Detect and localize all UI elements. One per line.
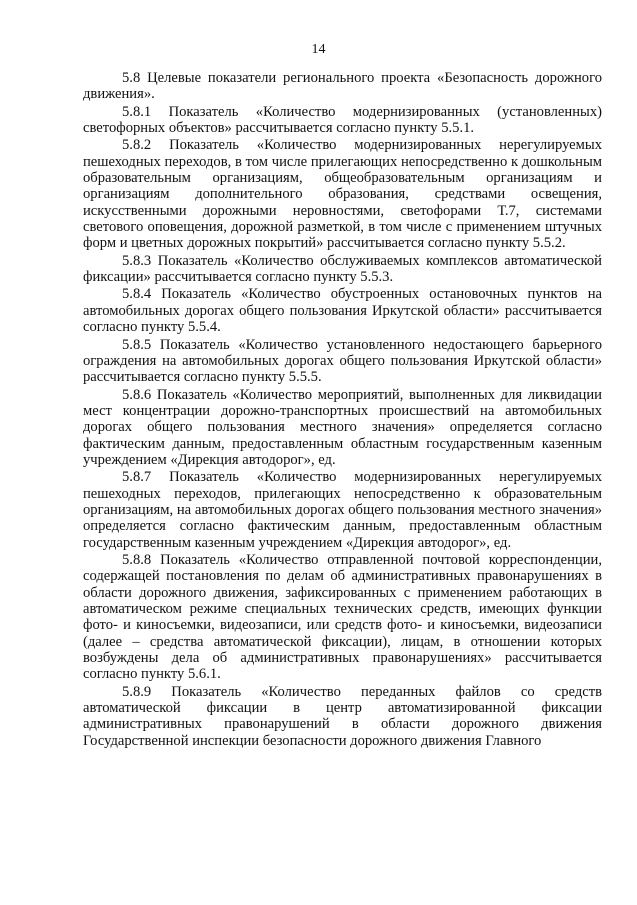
page-number: 14	[311, 42, 326, 57]
paragraph-5-8-9: 5.8.9 Показатель «Количество переданных файлов со средств автоматической фиксации в центр автоматизированной фиксации административных правонарушений в области дорожного движения Государственной инспекции безопасности дорожного движения Главного	[83, 683, 602, 749]
paragraph-5-8-6: 5.8.6 Показатель «Количество мероприятий, выполненных для ликвидации мест концентрации дорожно-транспортных происшествий на автомобильных дорогах общего пользования местного значения» определяется согласно фактическим данным, предоставленным областным государственным казенным учреждением «Дирекция автодорог», ед.	[83, 386, 602, 468]
paragraph-5-8-8: 5.8.8 Показатель «Количество отправленной почтовой корреспонденции, содержащей постановления по делам об административных правонарушениях в области дорожного движения, зафиксированных с применением работающих в автоматическом режиме специальных технических средств, имеющих функции фото- и киносъемки, видеозаписи, или средств фото- и киносъемки, видеозаписи (далее – средства автоматической фиксации), лицам, в отношении которых возбуждены дела об административных правонарушениях» рассчитывается согласно пункту 5.6.1.	[83, 551, 602, 683]
paragraph-5-8-4: 5.8.4 Показатель «Количество обустроенных остановочных пунктов на автомобильных дорогах общего пользования Иркутской области» рассчитывается согласно пункту 5.5.4.	[83, 286, 602, 336]
paragraph-5-8-2: 5.8.2 Показатель «Количество модернизированных нерегулируемых пешеходных переходов, в том числе прилегающих непосредственно к дошкольным образовательным организациям, общеобразовательным организациям и организациям дополнительного образования, средствами освещения, искусственными дорожными неровностями, светофорами Т.7, системами светового оповещения, дорожной разметкой, в том числе с применением штучных форм и цветных дорожных покрытий» рассчитывается согласно пункту 5.5.2.	[83, 137, 602, 252]
paragraph-5-8-7: 5.8.7 Показатель «Количество модернизированных нерегулируемых пешеходных переходов, прилегающих непосредственно к образовательным организациям, на автомобильных дорогах общего пользования местного значения» определяется согласно фактическим данным, предоставленным областным государственным казенным учреждением «Дирекция автодорог», ед.	[83, 469, 602, 551]
paragraph-5-8-3: 5.8.3 Показатель «Количество обслуживаемых комплексов автоматической фиксации» рассчитывается согласно пункту 5.5.3.	[83, 252, 602, 286]
paragraph-5-8-5: 5.8.5 Показатель «Количество установленного недостающего барьерного ограждения на автомобильных дорогах общего пользования Иркутской области» рассчитывается согласно пункту 5.5.5.	[83, 336, 602, 386]
paragraph-5-8-1: 5.8.1 Показатель «Количество модернизированных (установленных) светофорных объектов» рассчитывается согласно пункту 5.5.1.	[83, 103, 602, 137]
document-body	[83, 70, 602, 750]
paragraph-5-8: 5.8 Целевые показатели регионального проекта «Безопасность дорожного движения».	[83, 70, 602, 103]
